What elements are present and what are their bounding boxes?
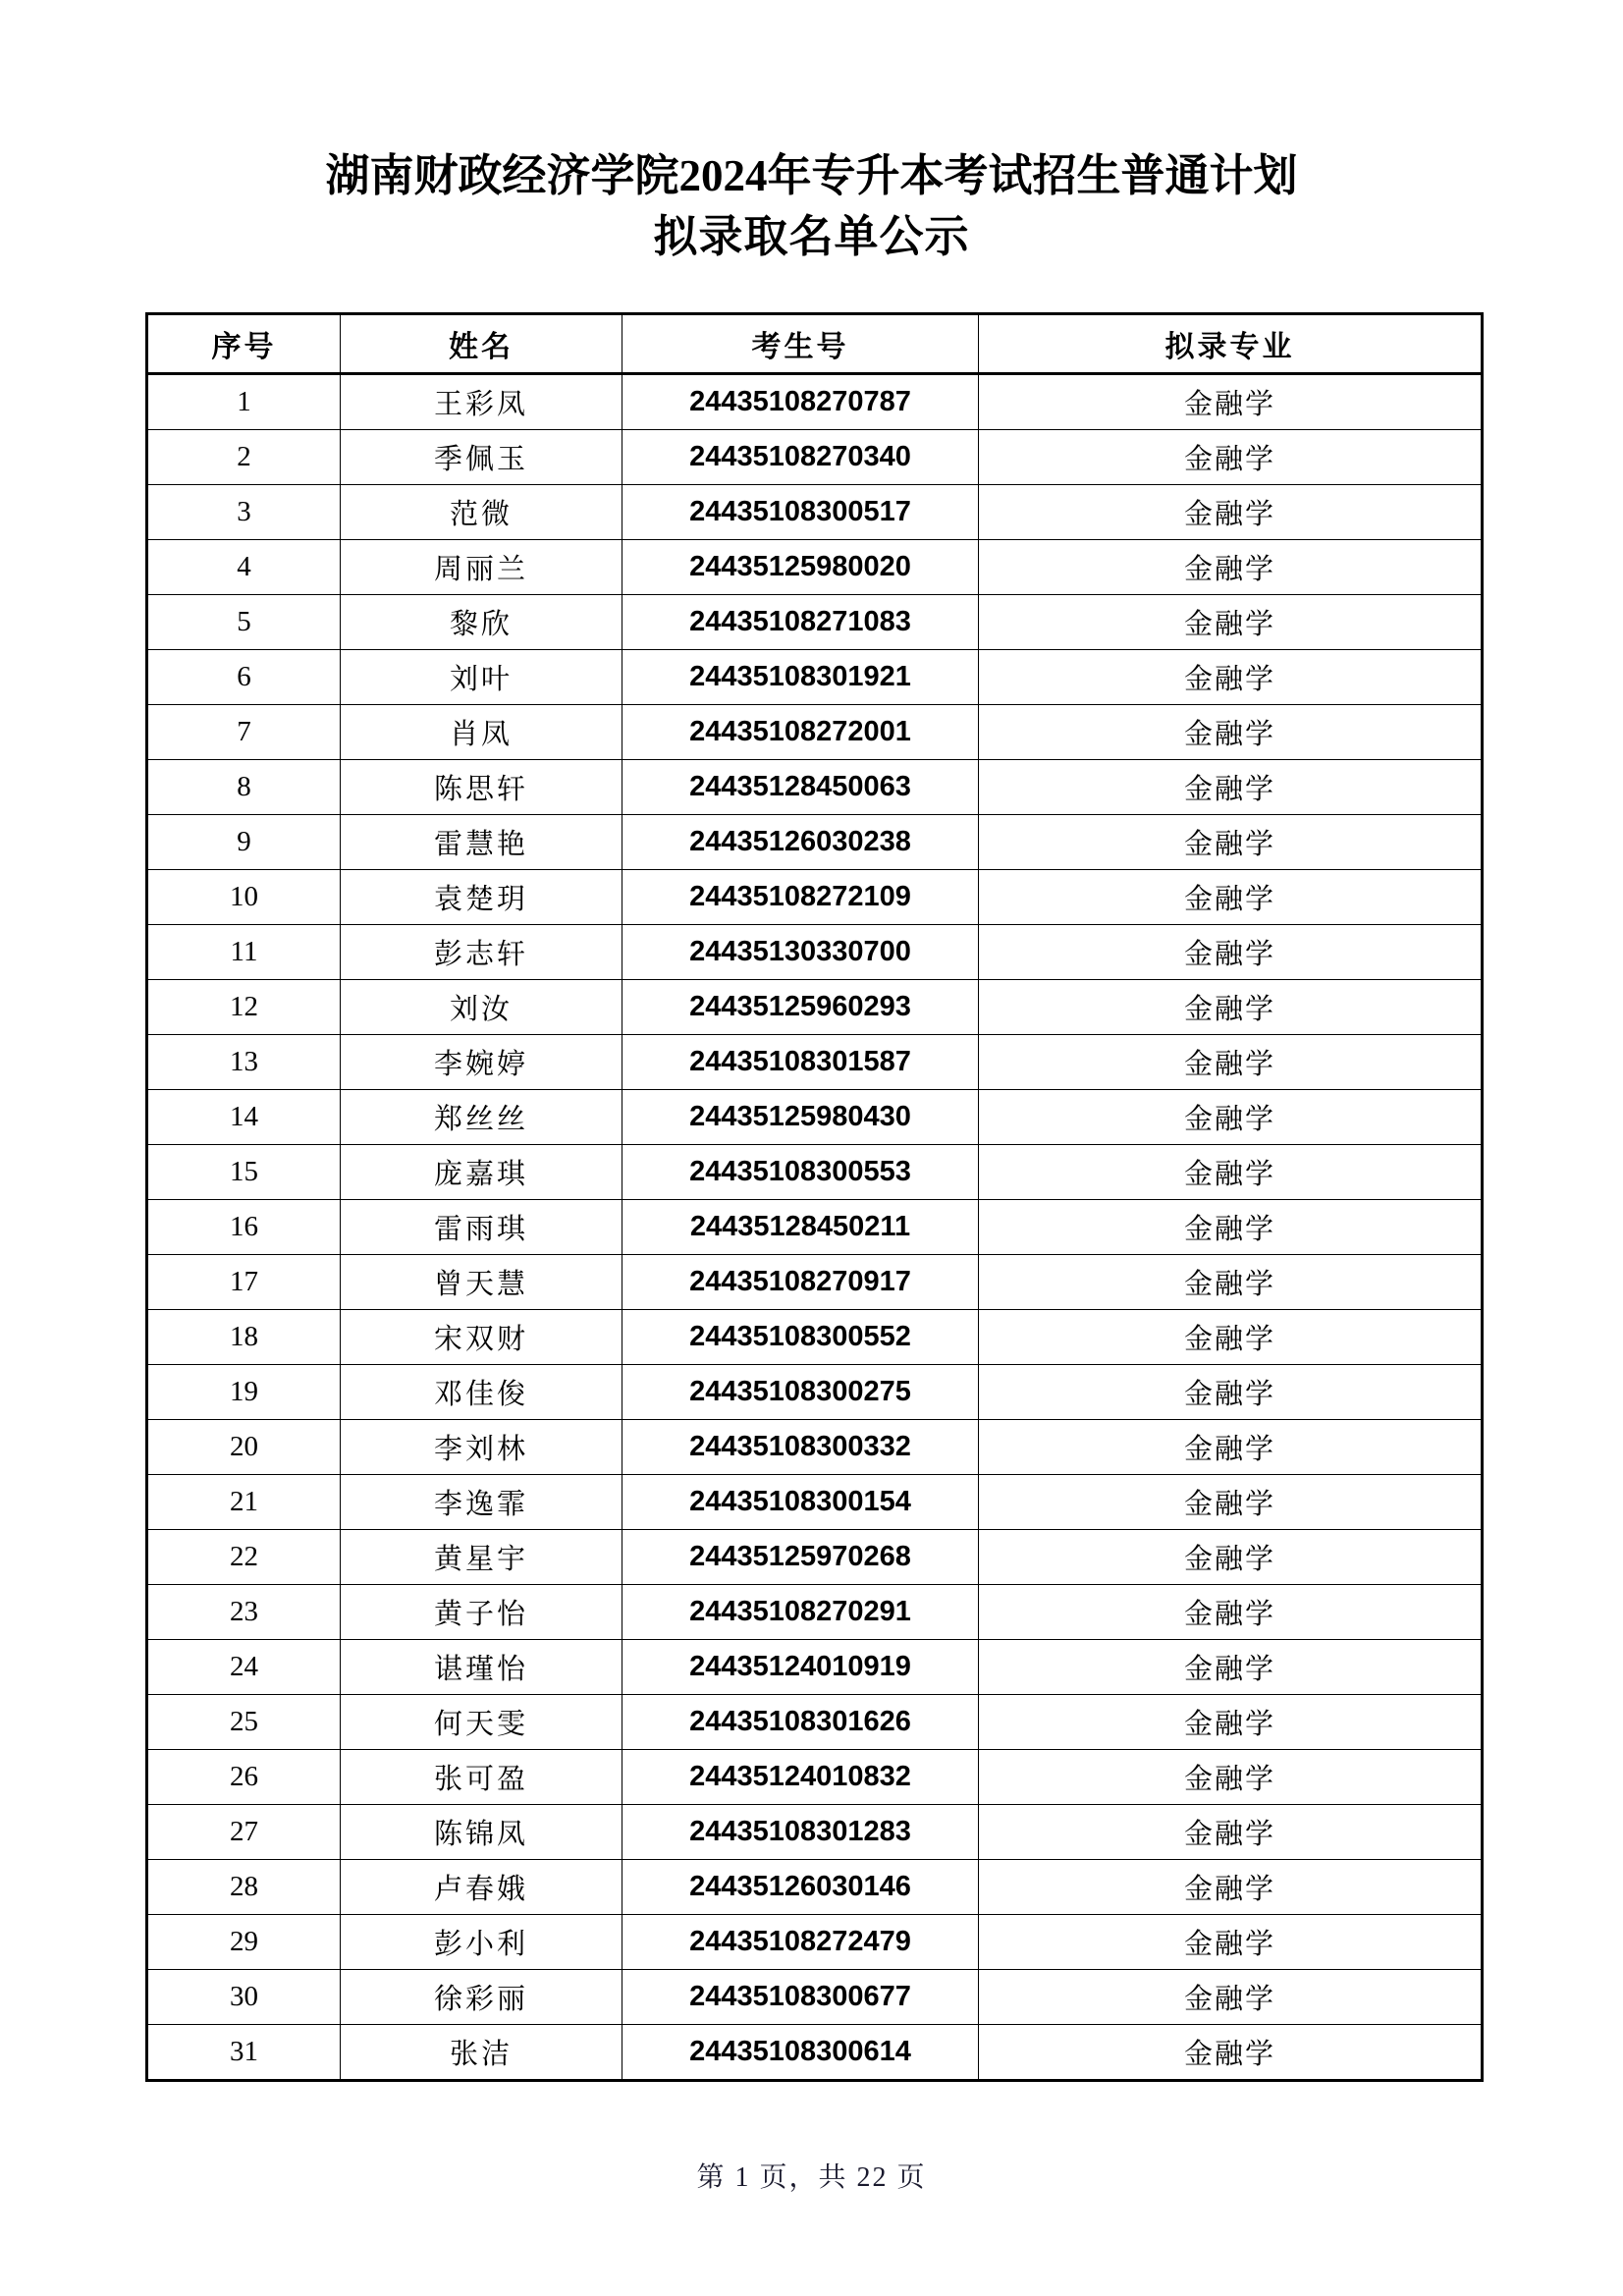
cell-major: 金融学: [979, 1860, 1483, 1915]
cell-major: 金融学: [979, 2025, 1483, 2081]
cell-major: 金融学: [979, 760, 1483, 815]
cell-exam-number: 24435108300614: [622, 2025, 979, 2081]
cell-exam-number: 24435125960293: [622, 980, 979, 1035]
cell-candidate-name: 李逸霏: [341, 1475, 622, 1530]
cell-major: 金融学: [979, 485, 1483, 540]
roster-table-container: [145, 312, 1481, 2082]
table-row: [147, 1145, 1483, 1200]
column-header-name: 姓名: [341, 314, 622, 374]
table-body: [147, 374, 1483, 2081]
cell-candidate-name: 周丽兰: [341, 540, 622, 595]
table-row: [147, 815, 1483, 870]
cell-candidate-name: 邓佳俊: [341, 1365, 622, 1420]
table-header: [147, 314, 1483, 374]
cell-exam-number: 24435108300275: [622, 1365, 979, 1420]
cell-exam-number: 24435108301283: [622, 1805, 979, 1860]
cell-exam-number: 24435130330700: [622, 925, 979, 980]
cell-major: 金融学: [979, 1255, 1483, 1310]
cell-candidate-name: 张洁: [341, 2025, 622, 2081]
cell-major: 金融学: [979, 1695, 1483, 1750]
cell-sequence-number: 26: [147, 1750, 341, 1805]
cell-candidate-name: 肖凤: [341, 705, 622, 760]
cell-candidate-name: 刘汝: [341, 980, 622, 1035]
cell-candidate-name: 曾天慧: [341, 1255, 622, 1310]
table-row: [147, 595, 1483, 650]
cell-candidate-name: 范微: [341, 485, 622, 540]
cell-candidate-name: 陈思轩: [341, 760, 622, 815]
cell-major: 金融学: [979, 1585, 1483, 1640]
table-row: [147, 430, 1483, 485]
cell-sequence-number: 28: [147, 1860, 341, 1915]
table-row: [147, 650, 1483, 705]
cell-exam-number: 24435126030146: [622, 1860, 979, 1915]
cell-major: 金融学: [979, 1420, 1483, 1475]
cell-exam-number: 24435128450211: [622, 1200, 979, 1255]
cell-exam-number: 24435124010832: [622, 1750, 979, 1805]
page-title-line-2: 拟录取名单公示: [653, 212, 970, 261]
cell-exam-number: 24435125980020: [622, 540, 979, 595]
cell-sequence-number: 29: [147, 1915, 341, 1970]
cell-major: 金融学: [979, 1145, 1483, 1200]
table-row: [147, 2025, 1483, 2081]
cell-sequence-number: 20: [147, 1420, 341, 1475]
table-row: [147, 1750, 1483, 1805]
table-row: [147, 705, 1483, 760]
cell-sequence-number: 1: [147, 374, 341, 430]
table-row: [147, 1200, 1483, 1255]
cell-major: 金融学: [979, 1750, 1483, 1805]
cell-sequence-number: 21: [147, 1475, 341, 1530]
cell-sequence-number: 18: [147, 1310, 341, 1365]
cell-sequence-number: 30: [147, 1970, 341, 2025]
cell-candidate-name: 黄子怡: [341, 1585, 622, 1640]
cell-candidate-name: 雷雨琪: [341, 1200, 622, 1255]
cell-exam-number: 24435108270291: [622, 1585, 979, 1640]
cell-candidate-name: 宋双财: [341, 1310, 622, 1365]
cell-sequence-number: 19: [147, 1365, 341, 1420]
table-row: [147, 1255, 1483, 1310]
cell-exam-number: 24435108300553: [622, 1145, 979, 1200]
cell-exam-number: 24435108300154: [622, 1475, 979, 1530]
cell-major: 金融学: [979, 1805, 1483, 1860]
cell-exam-number: 24435108271083: [622, 595, 979, 650]
table-row: [147, 1035, 1483, 1090]
cell-sequence-number: 17: [147, 1255, 341, 1310]
table-header-row: [147, 314, 1483, 374]
cell-major: 金融学: [979, 374, 1483, 430]
cell-candidate-name: 袁楚玥: [341, 870, 622, 925]
cell-sequence-number: 24: [147, 1640, 341, 1695]
table-row: [147, 1805, 1483, 1860]
cell-candidate-name: 彭小利: [341, 1915, 622, 1970]
table-row: [147, 1310, 1483, 1365]
cell-major: 金融学: [979, 1530, 1483, 1585]
cell-candidate-name: 彭志轩: [341, 925, 622, 980]
table-row: [147, 1915, 1483, 1970]
cell-major: 金融学: [979, 540, 1483, 595]
cell-exam-number: 24435108270340: [622, 430, 979, 485]
table-row: [147, 1970, 1483, 2025]
cell-sequence-number: 6: [147, 650, 341, 705]
cell-major: 金融学: [979, 705, 1483, 760]
table-row: [147, 1860, 1483, 1915]
cell-exam-number: 24435108301921: [622, 650, 979, 705]
table-row: [147, 1585, 1483, 1640]
cell-exam-number: 24435108270917: [622, 1255, 979, 1310]
cell-sequence-number: 15: [147, 1145, 341, 1200]
cell-candidate-name: 李婉婷: [341, 1035, 622, 1090]
column-header-exam-no: 考生号: [622, 314, 979, 374]
cell-major: 金融学: [979, 595, 1483, 650]
cell-exam-number: 24435108301626: [622, 1695, 979, 1750]
table-row: [147, 760, 1483, 815]
cell-sequence-number: 27: [147, 1805, 341, 1860]
cell-exam-number: 24435108270787: [622, 374, 979, 430]
cell-sequence-number: 23: [147, 1585, 341, 1640]
page-title-line-1: 湖南财政经济学院2024年专升本考试招生普通计划: [325, 151, 1298, 200]
cell-candidate-name: 郑丝丝: [341, 1090, 622, 1145]
cell-sequence-number: 13: [147, 1035, 341, 1090]
table-row: [147, 925, 1483, 980]
cell-major: 金融学: [979, 1310, 1483, 1365]
cell-major: 金融学: [979, 925, 1483, 980]
cell-exam-number: 24435108272479: [622, 1915, 979, 1970]
cell-exam-number: 24435126030238: [622, 815, 979, 870]
cell-major: 金融学: [979, 1970, 1483, 2025]
cell-exam-number: 24435108272109: [622, 870, 979, 925]
cell-exam-number: 24435108301587: [622, 1035, 979, 1090]
page-footer: 第 1 页，共 22 页: [696, 2162, 927, 2193]
cell-sequence-number: 25: [147, 1695, 341, 1750]
table-row: [147, 540, 1483, 595]
cell-candidate-name: 陈锦凤: [341, 1805, 622, 1860]
cell-candidate-name: 季佩玉: [341, 430, 622, 485]
page-title: [0, 145, 1623, 267]
cell-major: 金融学: [979, 815, 1483, 870]
cell-exam-number: 24435108300552: [622, 1310, 979, 1365]
cell-candidate-name: 徐彩丽: [341, 1970, 622, 2025]
cell-candidate-name: 谌瑾怡: [341, 1640, 622, 1695]
cell-candidate-name: 王彩凤: [341, 374, 622, 430]
cell-major: 金融学: [979, 980, 1483, 1035]
table-row: [147, 1365, 1483, 1420]
cell-sequence-number: 10: [147, 870, 341, 925]
cell-exam-number: 24435125980430: [622, 1090, 979, 1145]
cell-candidate-name: 雷慧艳: [341, 815, 622, 870]
cell-exam-number: 24435108300517: [622, 485, 979, 540]
column-header-major: 拟录专业: [979, 314, 1483, 374]
roster-table: [145, 312, 1484, 2082]
cell-exam-number: 24435128450063: [622, 760, 979, 815]
cell-candidate-name: 李刘林: [341, 1420, 622, 1475]
cell-major: 金融学: [979, 870, 1483, 925]
table-row: [147, 870, 1483, 925]
cell-major: 金融学: [979, 1035, 1483, 1090]
cell-major: 金融学: [979, 1090, 1483, 1145]
cell-major: 金融学: [979, 1475, 1483, 1530]
cell-major: 金融学: [979, 1200, 1483, 1255]
cell-candidate-name: 刘叶: [341, 650, 622, 705]
cell-exam-number: 24435125970268: [622, 1530, 979, 1585]
cell-major: 金融学: [979, 430, 1483, 485]
cell-major: 金融学: [979, 1915, 1483, 1970]
cell-sequence-number: 2: [147, 430, 341, 485]
column-header-seq: 序号: [147, 314, 341, 374]
cell-sequence-number: 22: [147, 1530, 341, 1585]
table-row: [147, 1420, 1483, 1475]
table-row: [147, 980, 1483, 1035]
cell-sequence-number: 3: [147, 485, 341, 540]
cell-sequence-number: 8: [147, 760, 341, 815]
cell-candidate-name: 张可盈: [341, 1750, 622, 1805]
table-row: [147, 1530, 1483, 1585]
table-row: [147, 1090, 1483, 1145]
cell-sequence-number: 5: [147, 595, 341, 650]
table-row: [147, 1695, 1483, 1750]
cell-sequence-number: 31: [147, 2025, 341, 2081]
cell-exam-number: 24435124010919: [622, 1640, 979, 1695]
cell-candidate-name: 卢春娥: [341, 1860, 622, 1915]
cell-major: 金融学: [979, 1640, 1483, 1695]
cell-sequence-number: 7: [147, 705, 341, 760]
cell-major: 金融学: [979, 1365, 1483, 1420]
table-row: [147, 1640, 1483, 1695]
cell-exam-number: 24435108300332: [622, 1420, 979, 1475]
cell-candidate-name: 黎欣: [341, 595, 622, 650]
cell-exam-number: 24435108300677: [622, 1970, 979, 2025]
cell-exam-number: 24435108272001: [622, 705, 979, 760]
cell-sequence-number: 14: [147, 1090, 341, 1145]
cell-sequence-number: 9: [147, 815, 341, 870]
cell-sequence-number: 4: [147, 540, 341, 595]
cell-candidate-name: 庞嘉琪: [341, 1145, 622, 1200]
cell-candidate-name: 黄星宇: [341, 1530, 622, 1585]
table-row: [147, 374, 1483, 430]
table-row: [147, 485, 1483, 540]
cell-sequence-number: 11: [147, 925, 341, 980]
cell-sequence-number: 12: [147, 980, 341, 1035]
cell-candidate-name: 何天雯: [341, 1695, 622, 1750]
table-row: [147, 1475, 1483, 1530]
cell-major: 金融学: [979, 650, 1483, 705]
cell-sequence-number: 16: [147, 1200, 341, 1255]
